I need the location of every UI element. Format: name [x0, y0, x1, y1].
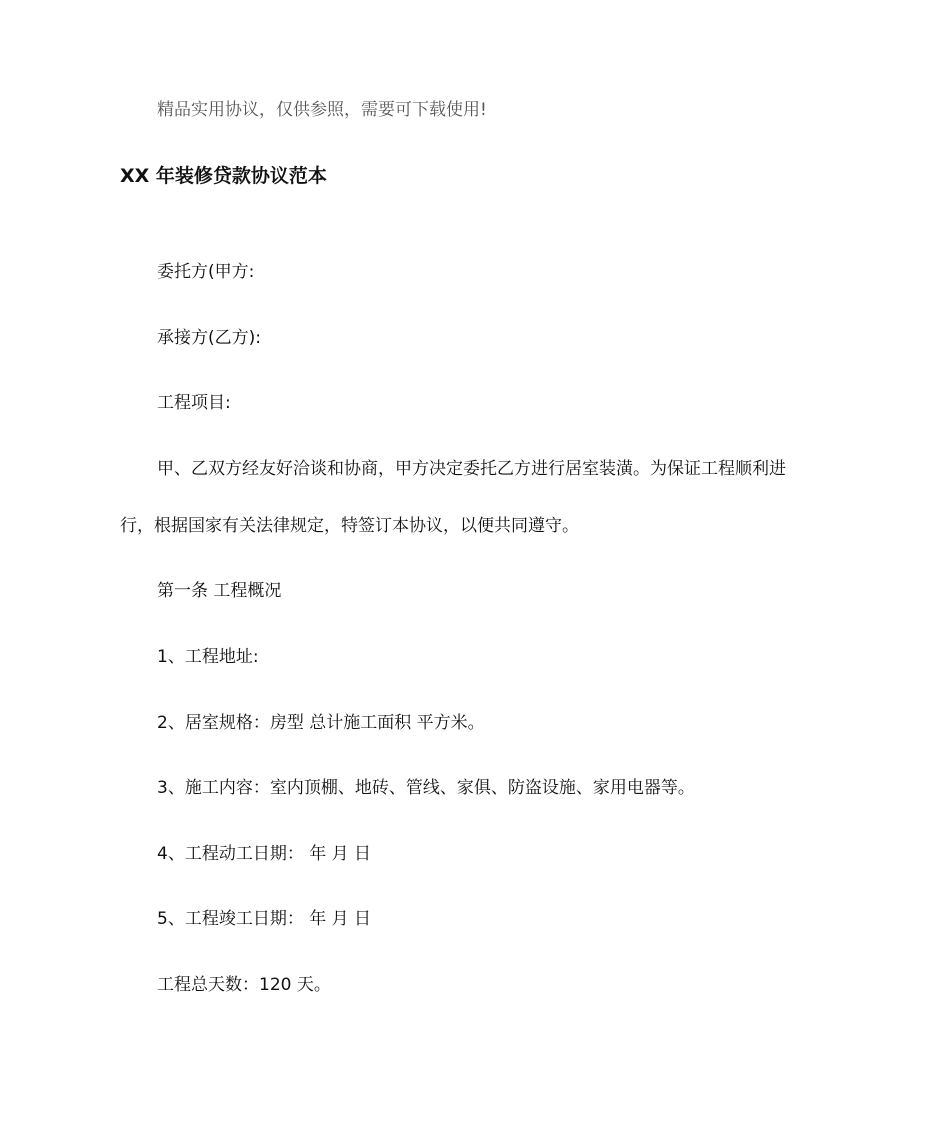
total-days-line: 工程总天数：120 天。 [157, 975, 331, 995]
list-item-work-content: 3、施工内容：室内顶棚、地砖、管线、家俱、防盗设施、家用电器等。 [157, 778, 695, 798]
contractor-line: 承接方(乙方): [157, 328, 261, 348]
project-line: 工程项目: [157, 393, 231, 413]
list-item-end-date: 5、工程竣工日期： 年 月 日 [157, 909, 372, 929]
article-1-heading: 第一条 工程概况 [157, 581, 282, 601]
client-line: 委托方(甲方: [157, 262, 255, 282]
document-title: XX 年装修贷款协议范本 [120, 165, 327, 187]
intro-paragraph-line-2: 行，根据国家有关法律规定，特签订本协议，以便共同遵守。 [120, 516, 579, 536]
list-item-address: 1、工程地址: [157, 647, 259, 667]
intro-paragraph-line-1: 甲、乙双方经友好洽谈和协商，甲方决定委托乙方进行居室装潢。为保证工程顺利进 [157, 459, 786, 479]
notice-text: 精品实用协议，仅供参照，需要可下载使用! [157, 100, 487, 120]
list-item-start-date: 4、工程动工日期： 年 月 日 [157, 844, 372, 864]
list-item-room-spec: 2、居室规格：房型 总计施工面积 平方米。 [157, 713, 485, 733]
